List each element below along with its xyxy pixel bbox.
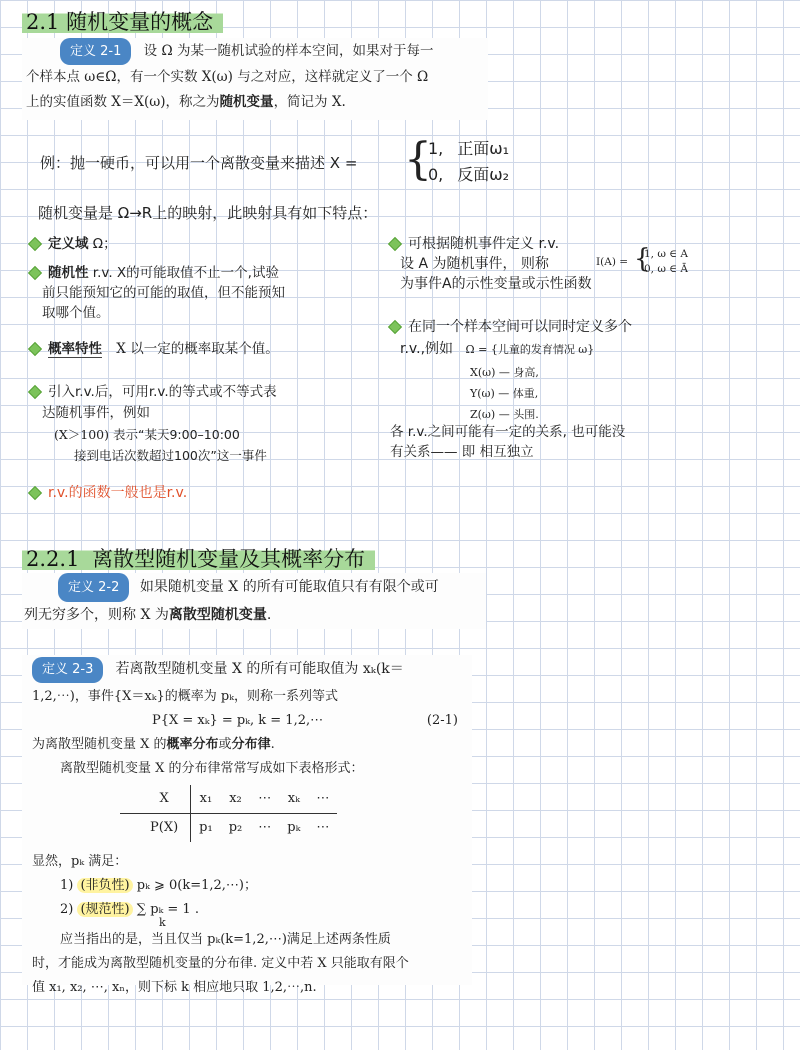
note-randomness: 随机性 r.v. X的可能取值不止一个,试验 前只能预知它的可能的取值，但不能预知 取哪个值。	[30, 263, 285, 323]
diamond-bullet-icon	[28, 342, 42, 356]
definition-2-3	[22, 655, 472, 995]
definition-badge: 定义 2-2	[58, 573, 129, 602]
definition-2-1	[22, 38, 488, 120]
omega-definition: Ω = {儿童的发育情况 ω}	[465, 343, 595, 356]
definition-line: 列无穷多个，则称 X 为离散型随机变量.	[24, 607, 272, 623]
diamond-bullet-icon	[388, 237, 402, 251]
definition-line: 离散型随机变量 X 的分布律常常写成如下表格形式：	[60, 761, 364, 776]
highlight-normalization: (规范性)	[77, 902, 132, 917]
note-function: r.v.的函数一般也是r.v.	[30, 482, 187, 502]
note-indicator: 可根据随机事件定义 r.v. 设 A 为随机事件， 则称 为事件A的示性变量或示性函数	[390, 234, 592, 294]
brace-icon: {	[404, 134, 432, 185]
mapping-note: 随机变量是 Ω→R上的映射，此映射具有如下特点：	[38, 204, 378, 222]
indicator-formula: I(A) =	[596, 256, 629, 268]
note-probability: 概率特性 X 以一定的概率取某个值。	[30, 337, 279, 357]
obviously-line: 显然，pₖ 满足：	[32, 854, 128, 869]
note-relation: 各 r.v.之间可能有一定的关系, 也可能没 有关系—— 即 相互独立	[390, 424, 626, 460]
diamond-bullet-icon	[388, 320, 402, 334]
variable-list	[470, 362, 539, 425]
definition-badge: 定义 2-3	[32, 657, 103, 683]
bold-term: 离散型随机变量	[168, 607, 267, 623]
z-definition: Z(ω) — 头围.	[470, 408, 539, 421]
note-events: 引入r.v.后，可用r.v.的等式或不等式表 达随机事件，例如 (X＞100) 表示“某天9:00–10:00 接到电话次数超过100次”这一事件	[30, 382, 277, 466]
brace-icon: {	[634, 244, 651, 274]
example-text: 例：抛一硬币，可以用一个离散变量来描述 X =	[40, 154, 358, 172]
section-title: 随机变量的概念	[66, 10, 214, 34]
definition-line: 为离散型随机变量 X 的概率分布或分布律.	[32, 737, 275, 752]
y-definition: Y(ω) — 体重,	[470, 387, 539, 400]
definition-line: 若离散型随机变量 X 的所有可能取值为 xₖ(k＝	[115, 661, 404, 677]
definition-line: 上的实值函数 X＝X(ω)，称之为随机变量，简记为 X.	[26, 94, 346, 110]
diamond-bullet-icon	[28, 385, 42, 399]
highlight-nonnegativity: (非负性)	[77, 878, 132, 893]
definition-line: 如果随机变量 X 的所有可能取值只有有限个或可	[139, 579, 439, 595]
definition-line: 个样本点 ω∈Ω，有一个实数 X(ω) 与之对应，这样就定义了一个 Ω	[26, 69, 429, 85]
definition-line: 1,2,⋯)，事件{X＝xₖ}的概率为 pₖ，则称一系列等式	[32, 689, 338, 704]
note-line: 值 x₁, x₂, ⋯, xₙ，则下标 k 相应地只取 1,2,⋯,n.	[32, 980, 317, 995]
equation-2-1: P{X = xₖ} = pₖ, k = 1,2,⋯ (2-1)	[152, 713, 458, 728]
diamond-bullet-icon	[28, 266, 42, 280]
indicator-cases: 1, ω ∈ A 0, ω ∈ Ā	[644, 248, 688, 275]
condition-normalization: 2) (规范性) ∑ pₖ = 1 . k	[60, 902, 199, 929]
example-case-2: 0, 反面ω₂	[428, 165, 510, 184]
section-number: 2.1	[26, 10, 60, 34]
diamond-bullet-icon	[28, 486, 42, 500]
distribution-table	[120, 785, 337, 842]
note-multiple: 在同一个样本空间可以同时定义多个 r.v.,例如 Ω = {儿童的发育情况 ω}	[390, 316, 632, 361]
definition-badge: 定义 2-1	[60, 38, 131, 65]
note-line: 时，才能成为离散型随机变量的分布律. 定义中若 X 只能取有限个	[32, 956, 409, 971]
section-number: 2.2.1	[26, 547, 80, 571]
definition-2-2	[22, 573, 486, 629]
section-heading-2-1	[22, 6, 223, 36]
section-title: 离散型随机变量及其概率分布	[92, 547, 366, 571]
note-line: 应当指出的是，当且仅当 pₖ(k=1,2,⋯)满足上述两条性质	[60, 932, 391, 947]
example-case-1: 1, 正面ω₁	[428, 139, 510, 158]
diamond-bullet-icon	[28, 237, 42, 251]
table-row: P(X) p₁ p₂ ⋯ pₖ ⋯	[120, 814, 337, 843]
table-row: X x₁ x₂ ⋯ xₖ ⋯	[120, 785, 337, 814]
x-definition: X(ω) — 身高,	[470, 366, 539, 379]
definition-line: 设 Ω 为某一随机试验的样本空间，如果对于每一	[143, 43, 434, 59]
note-domain: 定义域 Ω；	[30, 232, 117, 252]
section-heading-2-2-1	[22, 543, 375, 573]
bold-term: 随机变量	[219, 94, 274, 110]
condition-nonnegativity: 1) (非负性) pₖ ⩾ 0(k=1,2,⋯)；	[60, 878, 257, 893]
